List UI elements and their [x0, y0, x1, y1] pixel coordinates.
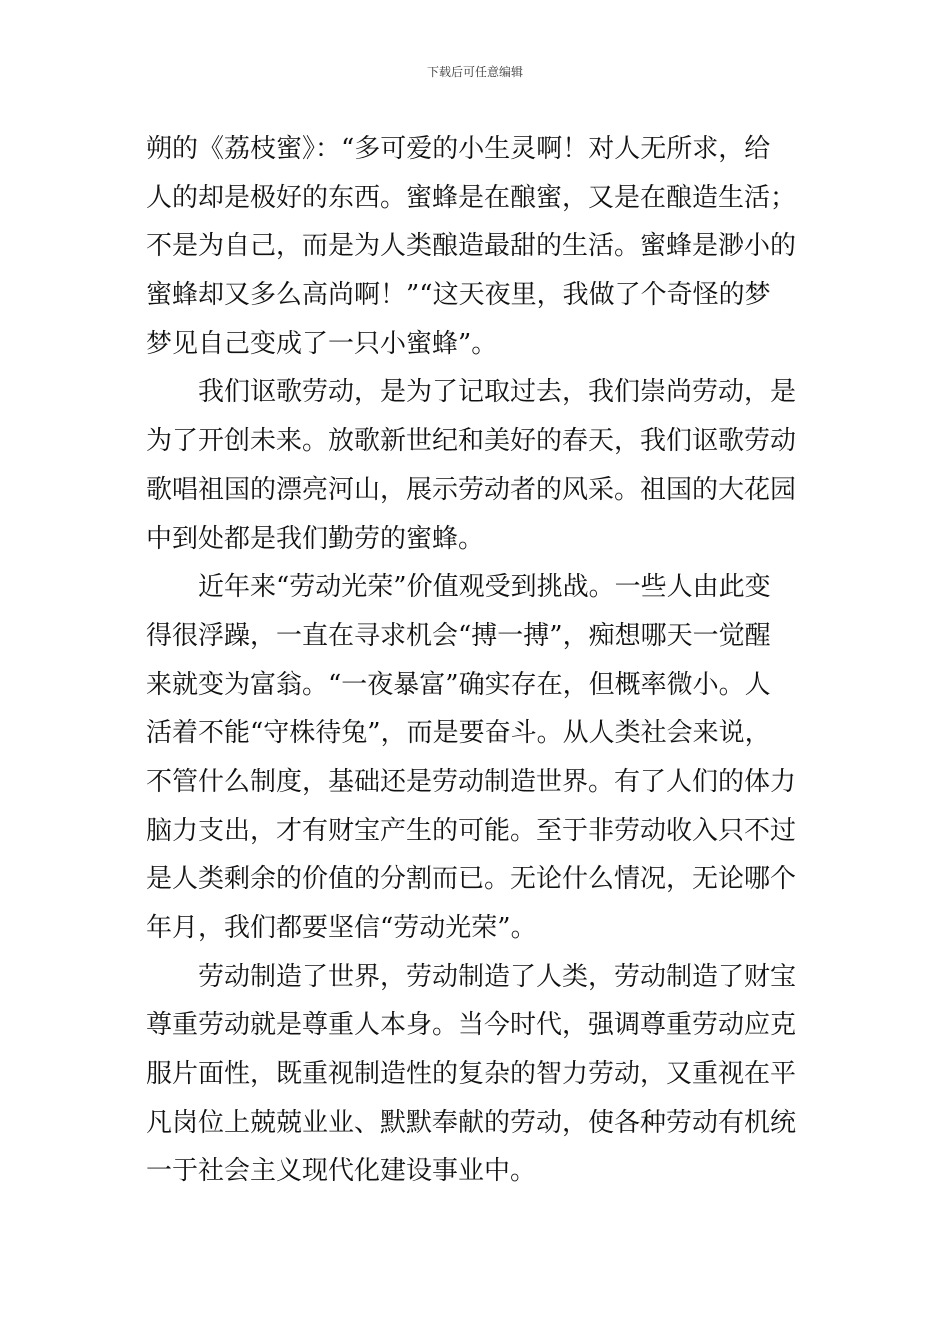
text-line: 朔的《荔枝蜜》：“多可爱的小生灵啊！对人无所求，给 — [146, 134, 771, 164]
text-line: 来就变为富翁。“一夜暴富”确实存在，但概率微小。人 — [146, 669, 771, 700]
text-line: 近年来“劳动光荣”价值观受到挑战。一些人由此变 — [198, 572, 771, 603]
text-line: 服片面性，既重视制造性的复杂的智力劳动，又重视在平 — [146, 1059, 797, 1090]
text-line: 一于社会主义现代化建设事业中。 — [146, 1156, 537, 1187]
text-line: 不是为自己，而是为人类酿造最甜的生活。蜜蜂是渺小的 — [146, 231, 797, 262]
text-line: 为了开创未来。放歌新世纪和美好的春天，我们讴歌劳动 — [146, 426, 797, 457]
text-line: 人的却是极好的东西。蜜蜂是在酿蜜，又是在酿造生活； — [146, 182, 797, 213]
paragraph-4 — [146, 953, 808, 1196]
text-line: 梦见自己变成了一只小蜜蜂”。 — [146, 328, 498, 359]
paragraph-1 — [146, 125, 808, 368]
page-header: 下载后可任意编辑 — [426, 65, 523, 79]
paragraph-2 — [146, 368, 808, 563]
text-line: 得很浮躁，一直在寻求机会“搏一搏”，痴想哪天一觉醒 — [146, 620, 771, 651]
text-line: 脑力支出，才有财宝产生的可能。至于非劳动收入只不过 — [146, 815, 797, 846]
text-line: 蜜蜂却又多么高尚啊！”“这天夜里，我做了个奇怪的梦 — [146, 280, 771, 311]
text-line: 歌唱祖国的漂亮河山，展示劳动者的风采。祖国的大花园 — [146, 474, 797, 505]
text-line: 劳动制造了世界，劳动制造了人类，劳动制造了财宝 — [198, 961, 797, 992]
text-line: 我们讴歌劳动，是为了记取过去，我们崇尚劳动，是 — [198, 377, 797, 408]
text-line: 活着不能“守株待兔”，而是要奋斗。从人类社会来说， — [146, 718, 771, 749]
document-body — [146, 125, 808, 1196]
text-line: 不管什么制度，基础还是劳动制造世界。有了人们的体力 — [146, 766, 797, 797]
text-line: 是人类剩余的价值的分割而已。无论什么情况，无论哪个 — [146, 864, 797, 895]
text-line: 年月，我们都要坚信“劳动光荣”。 — [146, 913, 537, 943]
text-line: 凡岗位上兢兢业业、默默奉献的劳动，使各种劳动有机统 — [146, 1107, 797, 1138]
paragraph-3 — [146, 563, 808, 953]
text-line: 尊重劳动就是尊重人本身。当今时代，强调尊重劳动应克 — [146, 1010, 797, 1041]
text-line: 中到处都是我们勤劳的蜜蜂。 — [146, 523, 485, 554]
